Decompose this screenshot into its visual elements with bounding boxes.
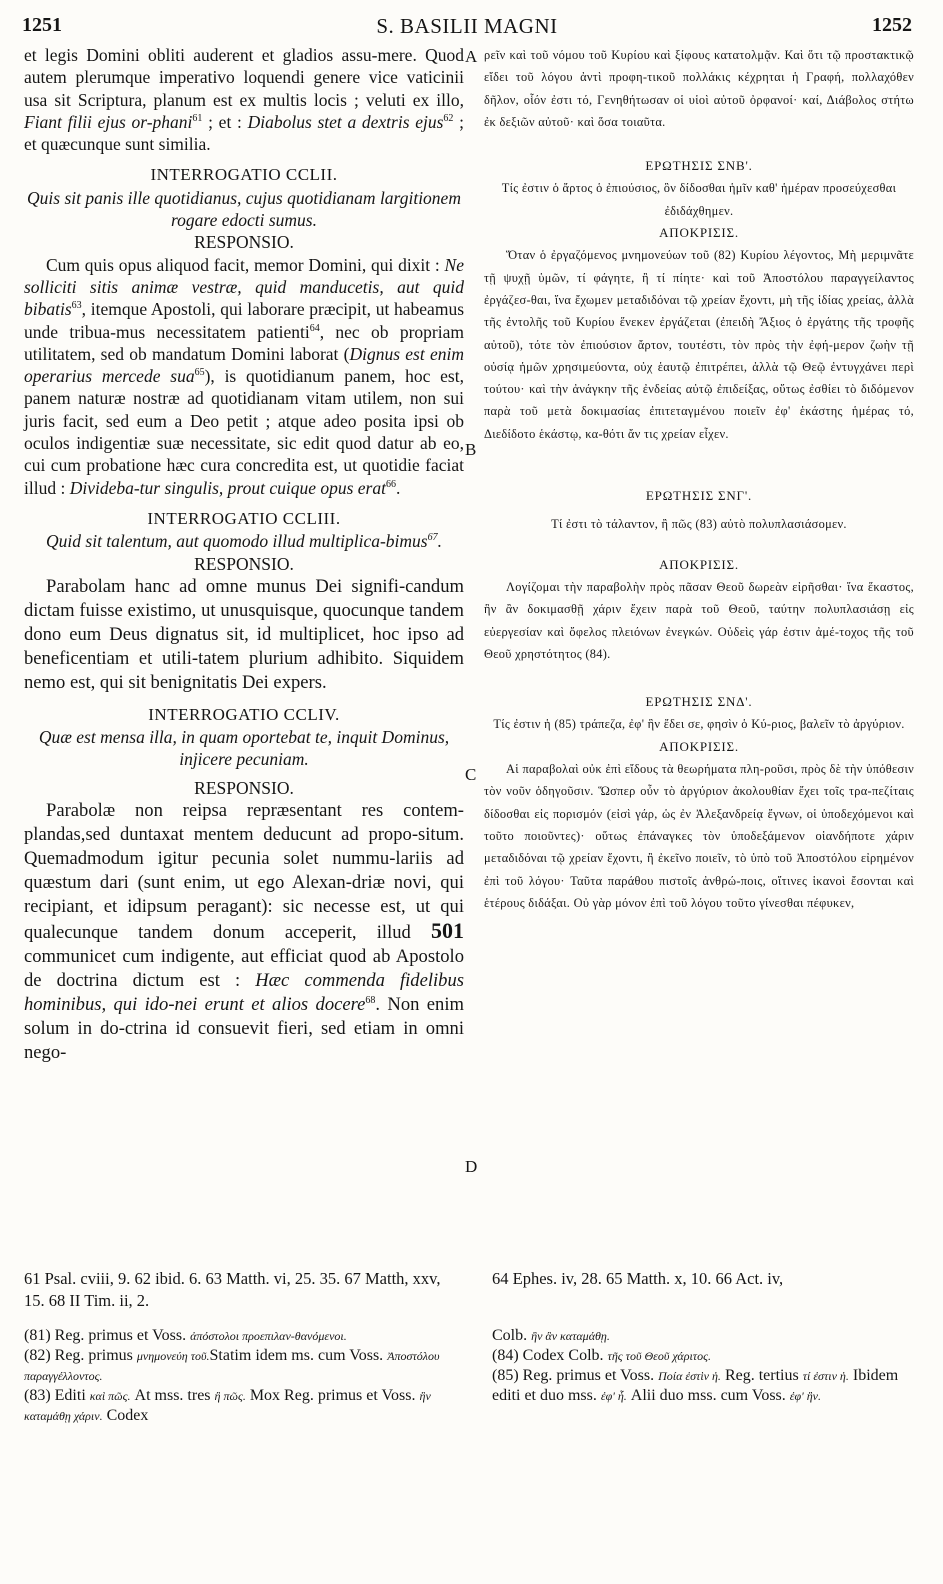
heading-erotesis-252: ΕΡΩΤΗΣΙΣ ΣΝΒ'. <box>645 158 753 174</box>
apokrisis-252: ΑΠΟΚΡΙΣΙΣ. <box>659 225 739 241</box>
column-number-501: 501 <box>431 918 464 944</box>
critical-notes-left <box>24 1326 464 1426</box>
heading-interrogatio-253: INTERROGATIO CCLIII. <box>147 508 341 528</box>
greek-answer-254: Αἱ παραβολαὶ οὐκ ἐπὶ εἴδους τὰ θεωρήματα πλη-ροῦσι, πρὸς δὲ τὴν ὑπόθεσιν τὸν νοῦν ὁδηγοῦσιν. Ὥσπερ οὖν τὸ ἀργύριον ἀκολουθίαν ἔχει τοῖς τρα-πεζίταις δίδοσθαι εἰς πορισμόν (εἰσὶ γάρ, ὡς ἐν Ἀλεξανδρείᾳ ἔγνων, οἱ ὑποδεχόμενοι καὶ τοῦτο ποιοῦντες)· οὕτως ἐπάναγκες τὸν ὑποδεξάμενον οἱανδήποτε χάριν μεταδιδόναι τῷ χρείαν ἔχοντι, ἢ ἐκεῖνο ποιεῖν, τὸ ὑπὸ τοῦ Ἀποστόλου εἰρημένον ἐπὶ τοῦ λόγου· Ταῦτα παράθου πιστοῖς ἀνθρώ-ποις, οἵτινες ἱκανοὶ ἔσονται καὶ ἑτέρους διδάξαι. Οὐ γὰρ μόνον ἐπὶ τοῦ λόγου τοῦτο γίνεσθαι πέφυκεν, <box>484 762 914 910</box>
margin-marker-d: D <box>465 1157 478 1176</box>
heading-interrogatio-252: INTERROGATIO CCLII. <box>150 165 338 185</box>
margin-marker-b: B <box>465 440 477 459</box>
greek-question-253: Τί ἐστι τὸ τάλαντον, ἢ πῶς (83) αὐτὸ πολυπλασιάσομεν. <box>551 517 847 532</box>
note-84: (84) Codex Colb. τῆς τοῦ Θεοῦ χάριτος. <box>492 1347 711 1364</box>
question-254: Quæ est mensa illa, in quam oportebat te, inquit Dominus, injicere pecuniam. <box>38 727 450 770</box>
apokrisis-253: ΑΠΟΚΡΙΣΙΣ. <box>659 556 739 572</box>
apokrisis-254: ΑΠΟΚΡΙΣΙΣ. <box>659 738 739 754</box>
question-253: Quid sit talentum, aut quomodo illud multiplica-bimus$^{67}$. <box>46 531 442 552</box>
note-82: (82) Reg. primus μνημονεύη τοῦ.Statim idem ms. cum Voss. Ἀποστόλου παραγγέλλοντος. <box>24 1347 440 1383</box>
note-81: (81) Reg. primus et Voss. ἀπόστολοι προεπιλαν-θανόμενοι. <box>24 1327 347 1344</box>
running-title: S. BASILII MAGNI <box>376 14 558 38</box>
answer-252: Cum quis opus aliquod facit, memor Domini, qui dixit : Ne solliciti sitis animæ vestræ, quid manducetis, aut quid bibatis$^{63}$, itemque Apostoli, qui laborare præcipit, ut habeamus unde tribua-mus necessitatem patienti$^{64}$, nec ob propriam utilitatem, sed ob mandatum Domini laborat (Dignus est enim operarius mercede sua$^{65}$), is quotidianum panem, hoc est, panem naturæ nostræ ad quotidianam vitam utilem, non sui juris facit, sed eum a Deo petit ; atque adeo posita ipsi ob oculos indigentiæ suæ necessitate, sic edit quod datur ab eo, cui cum probatione hæc cura concredita est, ut quotidie faciat illud : Divideba-tur singulis, prout cuique opus erat$^{66}$. <box>24 254 464 498</box>
responsio-254: RESPONSIO. <box>194 777 294 798</box>
heading-erotesis-254: ΕΡΩΤΗΣΙΣ ΣΝΔ'. <box>645 694 753 710</box>
scripture-refs-right: 64 Ephes. iv, 28. 65 Matth. x, 10. 66 Act. iv, <box>492 1269 784 1288</box>
page-number-right: 1252 <box>872 14 912 36</box>
critical-notes-right <box>492 1326 912 1406</box>
page-number-left: 1251 <box>22 14 62 36</box>
margin-marker-a: A <box>465 47 478 66</box>
responsio-253: RESPONSIO. <box>194 553 294 574</box>
responsio-252: RESPONSIO. <box>194 232 294 253</box>
answer-253: Parabolam hanc ad omne munus Dei signifi-candum dictam fuisse existimo, ut unusquisque, quocunque tandem dono eum Deus dignatus sit, id multiplicet, hoc ipso ad beneficentiam et utili-tatem plurium adhibito. Siquidem nemo est, qui sit benignitatis Dei expers. <box>24 575 464 693</box>
note-83-cont: Colb. ἣν ἂν καταμάθῃ. <box>492 1327 610 1344</box>
greek-question-254: Τίς ἐστιν ἡ (85) τράπεζα, ἐφ' ἣν ἔδει σε, φησὶν ὁ Κύ-ριος, βαλεῖν τὸ ἀργύριον. <box>493 717 905 732</box>
greek-column <box>484 44 914 914</box>
page-header <box>22 10 912 40</box>
margin-marker-c: C <box>465 765 477 784</box>
answer-254: Parabolæ non reipsa repræsentant res contem-plandas,sed duntaxat mentem deducunt ad propo-situm. Quemadmodum igitur pecunia solet nummu-lariis ad quæstum dari (sunt enim, ut ego Alexan-driæ novi, qui recipiant, et idipsum peragant): sic necesse est, ut qui qualecunque tandem donum acceperit, illud 501 communicet cum indigente, aut efficiat quod ab Apostolo de doctrina dictum est : Hæc commenda fidelibus hominibus, qui ido-nei erunt et alios docere$^{68}$. Non enim solum in do-ctrina id consuevit fieri, sed etiam in omni nego- <box>24 800 464 1064</box>
latin-column <box>24 44 464 1065</box>
note-85: (85) Reg. primus et Voss. Ποία ἐστὶν ἡ. Reg. tertius τί ἐστιν ἡ. Ibidem editi et duo mss. ἐφ' ἧ. Alii duo mss. cum Voss. ἐφ' ἣν. <box>492 1367 899 1404</box>
scripture-refs-left: 61 Psal. cviii, 9. 62 ibid. 6. 63 Matth. vi, 25. 35. 67 Matth, xxv, 15. 68 II Tim. ii, 2. <box>24 1269 441 1310</box>
latin-intro: et legis Domini obliti auderent et gladios assu-mere. Quod autem plerumque imperativo loquendi genere vice vaticinii usa sit Scriptura, planum est ex multis locis ; veluti ex illo, Fiant filii ejus or-phani$^{61}$ ; et : Diabolus stet a dextris ejus$^{62}$ ; et quæcunque sunt similia. <box>24 45 464 155</box>
greek-question-252: Τίς ἐστιν ὁ ἄρτος ὁ ἐπιούσιος, ὃν δίδοσθαι ἡμῖν καθ' ἡμέραν προσεύχεσθαι ἐδιδάχθημεν. <box>501 181 897 218</box>
greek-answer-252: Ὅταν ὁ ἐργαζόμενος μνημονεύων τοῦ (82) Κυρίου λέγοντος, Μὴ μεριμνᾶτε τῇ ψυχῇ ὑμῶν, τί φάγητε, ἢ τί πίητε· καὶ τοῦ Ἀποστόλου παραγγείλαντος ἐργάζεσ-θαι, ἵνα ἔχωμεν μεταδιδόναι τῷ χρείαν ἔχοντι, μὴ τῆς ἰδίας χρείας, ἀλλὰ τῆς ἐντολῆς τοῦ Κυρίου ἕνεκεν ἐργάζεται (ἐπειδὴ Ἄξιος ὁ ἐργάτης τῆς τροφῆς αὐτοῦ), τότε τὸν ἐπιούσιον ἄρτον, τουτέστι, τὸν πρὸς τὴν ἐφή-μερον ζωὴν τῇ οὐσίᾳ ἡμῶν χρησιμεύοντα, οὐχ ἑαυτῷ ἐπιτρέπει, ἀλλὰ τῷ Θεῷ ἐντυγχάνει περὶ τούτου· καὶ τὴν ἀνάγκην τῆς ἐνδείας αὐτῷ ἐπιδείξας, οὕτως ἐσθίει τὸ διδόμενον παρὰ τοῦ μετὰ δοκιμασίας ἐπιτεταγμένου ποιεῖν ἐφ' ἑκάστης ἡμέρας τό, Διεδίδοτο ἑκάστῳ, κα-θότι ἄν τις χρείαν εἶχεν. <box>484 248 914 441</box>
greek-intro: ρεῖν καὶ τοῦ νόμου τοῦ Κυρίου καὶ ξίφους κατατολμᾷν. Καὶ ὅτι τῷ προστακτικῷ εἴδει τοῦ λόγου ἀντὶ προφη-τικοῦ πολλάκις κέχρηται ἡ Γραφή, πολλαχόθεν δῆλον, οἷόν ἐστι τό, Γενηθήτωσαν οἱ υἱοὶ αὐτοῦ ὀρφανοί· καί, Διάβολος στήτω ἐκ δεξιῶν αὐτοῦ· καὶ ὅσα τοιαῦτα. <box>484 48 914 129</box>
question-252: Quis sit panis ille quotidianus, cujus quotidianam largitionem rogare edocti sumus. <box>27 187 461 231</box>
heading-interrogatio-254: INTERROGATIO CCLIV. <box>148 704 340 724</box>
greek-answer-253: Λογίζομαι τὴν παραβολὴν πρὸς πᾶσαν Θεοῦ δωρεὰν εἰρῆσθαι· ἵνα ἕκαστος, ἣν ἂν δοκιμασθῇ χάριν ἔχειν παρὰ τοῦ Θεοῦ, ταύτην πολυπλασιάσῃ εἰς εὐεργεσίαν καὶ ὄφελος πλειόνων ἐνεγκών. Οὐδεὶς γάρ ἐστιν ἀμέ-τοχος τῆς τοῦ Θεοῦ χρηστότητος (84). <box>484 579 914 661</box>
heading-erotesis-253: ΕΡΩΤΗΣΙΣ ΣΝΓ'. <box>645 488 753 504</box>
note-83: (83) Editi καὶ πῶς. At mss. tres ἢ πῶς. Mox Reg. primus et Voss. ἣν καταμάθῃ χάριν. Codex <box>24 1387 431 1424</box>
